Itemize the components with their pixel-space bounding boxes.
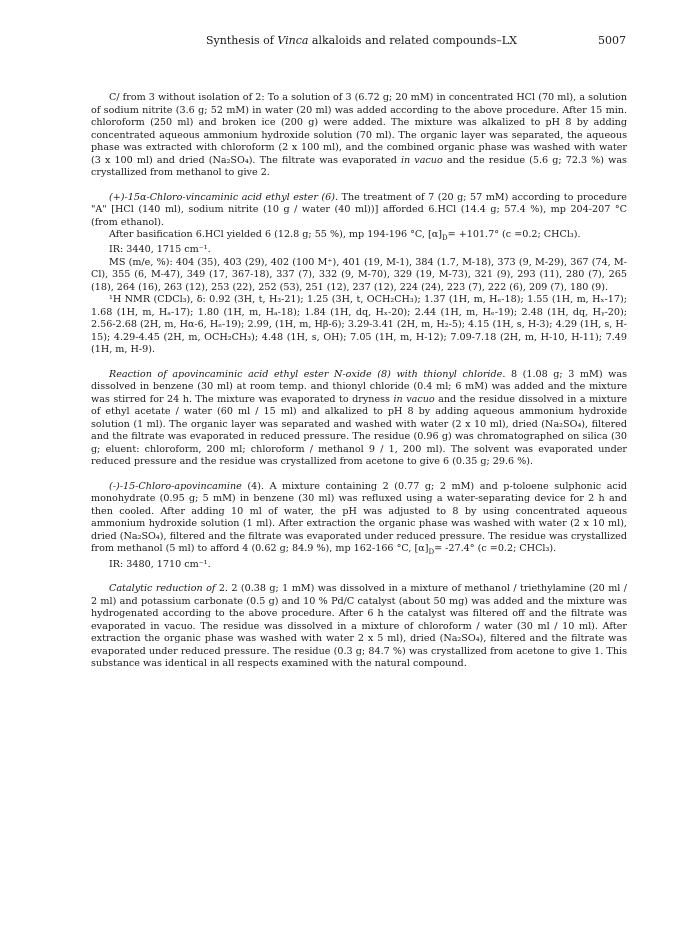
text-run: After basification 6.HCl yielded 6 (12.8 g; 55 %), mp 194-196 °C, [α] [109,229,442,240]
text-run: The treatment of 7 (20 g; 57 mM) according to procedure "A" [HCl (140 ml), sodium nitrite (10 g / water (40 ml))] afforded 6.HCl (14.4 g; 57.4 %), mp 204-207 °C (from ethanol). [91,191,627,228]
paragraph [91,257,627,295]
text-run: and the residue (5.6 g; 72.3 %) was crystallized from methanol to give 2. [91,154,627,178]
text-run: IR: 3440, 1715 cm⁻¹. [109,244,211,256]
italic-run: Reaction of apovincaminic acid ethyl ester N-oxide (8) with thionyl chloride. [109,368,506,380]
paragraph [91,244,627,257]
italic-run: in vacuo [393,393,435,405]
text-run: D [428,548,435,557]
paragraph [91,559,627,572]
text-run: D [441,233,448,242]
italic-run: in vacuo [400,154,443,166]
text-run: ¹H NMR (CDCl₃), δ: 0.92 (3H, t, H₃-21); 1.25 (3H, t, OCH₂CH₃); 1.37 (1H, m, Hₑ-18); 1.55 (1H, m, Hₓ-17); 1.68 (1H, m, Hₐ-17); 1.80 (1H, m, Hₐ-18); 1.84 (1H, dq, Hₓ-20); 2.44 (1H, m, Hₑ-19); 2.48 (1H, dq, Hᵧ-20); 2.56-2.68 (2H, m, Hα-6, Hₑ-19); 2.99, (1H, m, Hβ-6); 3.29-3.41 (2H, m, H₂-5); 4.15 (1H, s, H-3); 4.29 (1H, s, H-15); 4.29-4.45 (2H, m, OCH₂CH₃); 4.48 (1H, s, OH); 7.05 (1H, m, H-12); 7.09-7.18 (2H, m, H-10, H-11); 7.49 (1H, m, H-9). [91,294,627,356]
paragraph [91,369,627,469]
text-run: = +101.7° (c =0.2; CHCl₃). [447,229,581,240]
text-run: IR: 3480, 1710 cm⁻¹. [109,558,211,570]
running-title [206,34,517,47]
italic-run: (+)-15α-Chloro-vincaminic acid ethyl ester (6). [109,191,339,203]
paragraph [91,229,627,244]
paragraph [91,294,627,357]
text-run: MS (m/e, %): 404 (35), 403 (29), 402 (100 M⁺), 401 (19, M-1), 384 (1.7, M-18), 373 (9, M-29), 367 (74, M-Cl), 355 (6, M-47), 349 (17, 367-18), 337 (7), 332 (9, M-70), 329 (19, M-73), 321 (9), 293 (11), 280 (7), 265 (18), 264 (16), 263 (12), 253 (22), 252 (53), 251 (12), 237 (12), 224 (24), 223 (7), 222 (6), 209 (7), 180 (9). [91,256,627,293]
page-header [96,34,626,52]
paragraph [91,583,627,671]
title-italic-part: Vinca [277,34,309,47]
page-number: 5007 [598,34,626,47]
italic-run: Catalytic reduction of [109,583,216,595]
italic-run: (-)-15-Chloro-apovincamine [109,480,242,492]
text-run: 2. 2 (0.38 g; 1 mM) was dissolved in a mixture of methanol / triethylamine (20 ml / 2 ml) and potassium carbonate (0.5 g) and 10 % Pd/C catalyst (about 50 mg) was added and the mixture was hydrogenated according to the above procedure. After 6 h the catalyst was filtered off and the filtrate was evaporated in vacuo. The residue was dissolved in a mixture of chloroform / water (30 ml / 10 ml). After extraction the organic phase was washed with water 2 x 5 ml), dried (Na₂SO₄), filtered and the filtrate was evaporated under reduced pressure. The residue (0.3 g; 84.7 %) was crystallized from acetone to give 1. This substance was identical in all respects examined with the natural compound. [91,583,628,670]
article-body [91,92,627,671]
text-run: and the residue dissolved in a mixture of ethyl acetate / water (60 ml / 15 ml) and alkalized to pH 8 by adding aqueous ammonium hydroxide solution (1 ml). The organic layer was separated and washed with water (2 x 10 ml), dried (Na₂SO₄), filtered and the filtrate was evaporated in reduced pressure. The residue (0.96 g) was chromatographed on silica (30 g; eluent: chloroform, 200 ml; chloroform / methanol 9 / 1, 200 ml). The solvent was evaporated under reduced pressure and the residue was crystallized from acetone to give 6 (0.35 g; 29.6 %). [91,393,627,468]
title-part: Synthesis of [206,34,278,47]
text-run: 8 (1.08 g; 3 mM) was dissolved in benzene (30 ml) at room temp. and thionyl chloride (0.4 ml; 6 mM) was added and the mixture was stirred for 24 h. The mixture was evaporated to dryness [91,368,627,405]
paragraph [91,92,627,180]
text-run: = -27.4° (c =0.2; CHCl₃). [434,543,557,555]
text-run: (4). A mixture containing 2 (0.77 g; 2 mM) and p-toloene sulphonic acid monohydrate (0.95 g; 5 mM) in benzene (30 ml) was refluxed using a water-separating device for 2 h and then cooled. After adding 10 ml of water, the pH was adjusted to 8 by using concentrated aqueous ammonium hydroxide solution (1 ml). After extraction the organic phase was washed with water (2 x 10 ml), dried (Na₂SO₄), filtered and the filtrate was evaporated under reduced pressure. The residue was crystallized from methanol (5 ml) to afford 4 (0.62 g; 84.9 %), mp 162-166 °C, [α] [91,480,627,555]
paragraph [91,481,627,559]
text-run: C/ from 3 without isolation of 2: To a solution of 3 (6.72 g; 20 mM) in concentrated HCl (70 ml), a solution of sodium nitrite (3.6 g; 52 mM) in water (20 ml) was added according to the above procedure. After 15 min. chloroform (250 ml) and broken ice (200 g) were added. The mixture was alkalized to pH 8 by adding concentrated aqueous ammonium hydroxide solution (70 ml). The organic layer was separated, the aqueous phase was extracted with chloroform (2 x 100 ml), and the combined organic phase was washed with water (3 x 100 ml) and dried (Na₂SO₄). The filtrate was evaporated [91,92,627,166]
title-part: alkaloids and related compounds–LX [308,34,517,47]
paragraph [91,192,627,230]
